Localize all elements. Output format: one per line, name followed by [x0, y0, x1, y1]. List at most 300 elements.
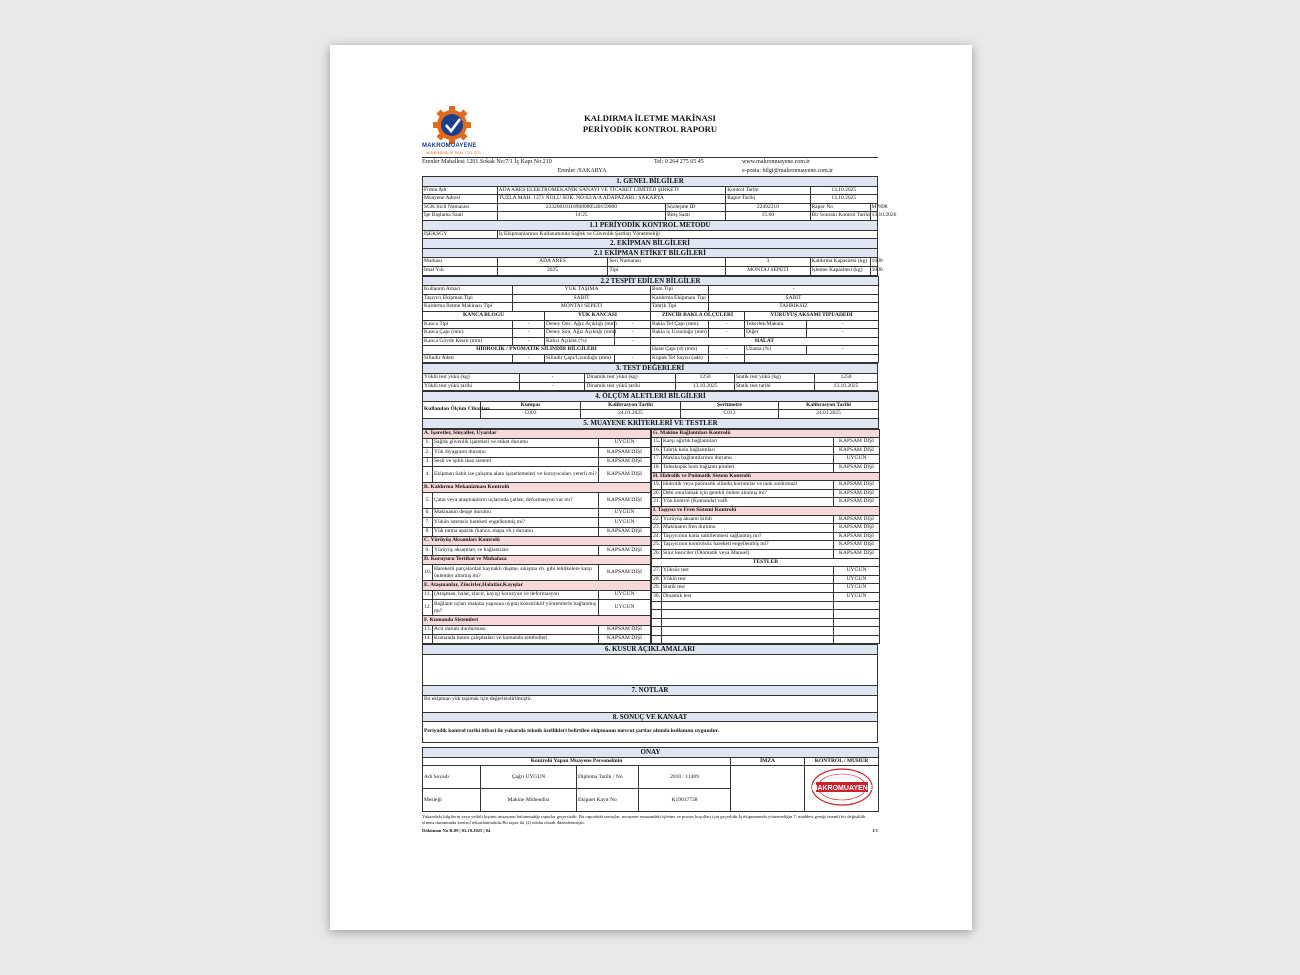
title-line-1: KALDIRMA İLETME MAKİNASI	[584, 113, 716, 123]
logo-name: MAKROMUAYENE	[422, 143, 477, 149]
criteria-group-title: E. Ataşmanlar, Zincirler,Halatlar,Kayışlar	[423, 581, 651, 590]
field-value: 1000	[870, 258, 877, 267]
address-line	[422, 157, 878, 167]
field-value: 2010 / 11409	[639, 766, 731, 789]
criteria-result: KAPSAM DIŞI	[599, 467, 651, 483]
field-value: -	[709, 286, 879, 295]
criteria-row	[423, 457, 651, 466]
criteria-row	[652, 438, 880, 447]
field-label: Mesleği	[423, 789, 481, 812]
field-value: 1250	[676, 374, 734, 383]
field-label: Kanca Gövde Kesiti (mm)	[423, 337, 513, 346]
page-number: 1/1	[872, 827, 878, 833]
criteria-row	[652, 532, 880, 541]
criteria-number: 22.	[652, 515, 662, 524]
company-address: Erenler Mahallesi 1201.Sokak No:7/1 İç Kapı No:210	[422, 159, 552, 165]
criteria-result: UYGUN	[834, 592, 880, 601]
criteria-label: Dinamik test	[662, 592, 834, 601]
criteria-group-title: F. Kumanda Sistemleri	[423, 616, 651, 625]
criteria-group-header	[652, 506, 880, 515]
criteria-label: Yüksüz test	[662, 567, 834, 576]
field-label: Deney Önc. Ağız Açıklığı (mm)	[545, 320, 615, 329]
field-value: 13.10.2025	[815, 382, 878, 391]
empty-cell	[834, 618, 880, 627]
field-label: Diğer	[745, 329, 807, 338]
field-value: 2025	[497, 266, 608, 275]
criteria-result: KAPSAM DIŞI	[599, 492, 651, 508]
criteria-label: Makina bağlantılarının durumu	[662, 455, 834, 464]
criteria-number: 29.	[652, 584, 662, 593]
criteria-group-title: I. Taşıyıcı ve Fren Sistemi Kontrolü	[652, 506, 880, 515]
field-label: Bakla iç Uzunluğu (mm)	[651, 329, 709, 338]
criteria-number: 25.	[652, 541, 662, 550]
criteria-group-title: H. Hidrolik ve Pnömatik Sistem Kontrolü	[652, 472, 880, 481]
field-value: MONTAJ SEPETİ	[513, 303, 651, 312]
section-title: 2.2 TESPİT EDİLEN BİLGİLER	[423, 276, 879, 286]
criteria-group-title: C. Yürüyüş Aksamları Kontrolü	[423, 537, 651, 546]
criteria-result: KAPSAM DIŞI	[834, 489, 880, 498]
criteria-row	[423, 635, 651, 644]
criteria-label: Karşı ağırlık bağlantıları	[662, 438, 834, 447]
criteria-result: KAPSAM DIŞI	[834, 481, 880, 490]
field-label: Sözleşme ID	[666, 203, 726, 212]
field-value: -	[520, 382, 585, 391]
criteria-number: 10.	[423, 565, 433, 581]
field-label: Bir Sonraki Kontrol Tarihi	[810, 212, 870, 221]
detected-info-table	[422, 276, 879, 364]
criteria-result: KAPSAM DIŞI	[834, 532, 880, 541]
company-email[interactable]: e-posta: bilgi@makromuayene.com.tr	[742, 168, 833, 174]
criteria-label: Taşıyıcının kontrolsüz hareketi engellenmiş mi?	[662, 541, 834, 550]
empty-cell	[652, 618, 662, 627]
criteria-result: KAPSAM DIŞI	[834, 498, 880, 507]
criteria-label: (Ataşman, halat, zincir, kayış) korozyon ve deformasyon	[433, 590, 599, 599]
criteria-row	[423, 565, 651, 581]
field-label: İşe Başlama Saati	[423, 212, 498, 221]
criteria-result: KAPSAM DIŞI	[834, 438, 880, 447]
field-label: Uzama (%)	[745, 346, 807, 355]
field-value: -	[709, 329, 745, 338]
criteria-row	[423, 625, 651, 634]
field-value: YÜK TAŞIMA	[513, 286, 651, 295]
criteria-label: Çatal veya ataşmanların uçlarında çatlak, deformasyon var mı?	[433, 492, 599, 508]
criteria-row	[652, 446, 880, 455]
criteria-group-header	[423, 581, 651, 590]
criteria-group-title: D. Koruyucu Tertibat ve Muhafaza	[423, 555, 651, 564]
field-label: Tekerlek/Makara	[745, 320, 807, 329]
field-value: -	[807, 329, 879, 338]
field-value: Makine Mühendisi	[481, 789, 577, 812]
defects-box	[423, 655, 878, 686]
criteria-number: 23.	[652, 524, 662, 533]
criteria-row	[423, 590, 651, 599]
criteria-row	[652, 498, 880, 507]
criteria-row	[423, 492, 651, 508]
empty-cell	[834, 635, 880, 644]
empty-cell	[662, 610, 834, 619]
criteria-number: 11.	[423, 590, 433, 599]
section-title: 1. GENEL BİLGİLER	[423, 177, 878, 187]
field-value: 1250	[815, 374, 878, 383]
criteria-row	[652, 575, 880, 584]
criteria-result: KAPSAM DIŞI	[599, 625, 651, 634]
empty-cell	[652, 601, 662, 610]
field-label: Dinamik test yükü (kg)	[585, 374, 676, 383]
field-label: Kopuk Tel Sayısı (ade)	[651, 354, 709, 363]
field-value: -	[615, 329, 651, 338]
field-label: Silindir Adeti	[423, 354, 513, 363]
criteria-result: UYGUN	[599, 518, 651, 527]
field-value: 15:00	[726, 212, 810, 221]
criteria-row	[423, 467, 651, 483]
company-city: Erenler /SAKARYA	[557, 168, 607, 174]
criteria-number: 7.	[423, 518, 433, 527]
criteria-number: 13.	[423, 625, 433, 634]
field-label: İŞEKSGŸ	[423, 230, 498, 239]
footer-disclaimer: Yukarıdaki bilgilerin veya yetkili kişinin imzasının bulunmadığı raporlar geçersizdir. Bu rapordaki sonuçlar, muayene esnasındaki işletme ve proses koşulları için geçerlidir.İş ekipmanında yönetmeliğin 7. maddesi gereği önemli bir değişiklik olması durumunda kontrol tekrarlanmalıdır.Bu rapor iki (2) nüsha olarak düzenlenmiştir.	[422, 814, 866, 826]
address-line-2	[422, 167, 878, 176]
empty-cell	[834, 610, 880, 619]
field-value: TUZLA MAH. 1271 NOLU SOK. NO:62/A/A ADAPAZARI / SAKARYA	[497, 195, 726, 204]
svg-text:MAKROMUAYENE: MAKROMUAYENE	[811, 785, 872, 793]
criteria-result: KAPSAM DIŞI	[599, 635, 651, 644]
criteria-label: Acil durum durdurması	[433, 625, 599, 634]
field-label: Kanca Çapı (mm)	[423, 329, 513, 338]
criteria-group-header	[652, 429, 880, 438]
field-value: -	[513, 320, 545, 329]
criteria-row	[652, 481, 880, 490]
empty-cell	[834, 627, 880, 636]
criteria-label: Debi sınırlamak için gerekli önlem alınmış mı?	[662, 489, 834, 498]
field-label: SGK Sicil Numarası	[423, 203, 498, 212]
field-label: Muayene Adresi	[423, 195, 498, 204]
criteria-number: 1.	[423, 438, 433, 447]
criteria-group-header	[652, 472, 880, 481]
criteria-result: KAPSAM DIŞI	[834, 515, 880, 524]
signature-area	[731, 766, 805, 812]
criteria-label: Taşıyıcının katta sabitlenmesi sağlanmış mı?	[662, 532, 834, 541]
criteria-number: 19.	[652, 481, 662, 490]
column-header: İMZA	[731, 757, 805, 766]
criteria-number: 12.	[423, 600, 433, 616]
field-label: Kaldırma Kapasitesi (kg)	[810, 258, 870, 267]
field-label: İşletme Kapasitesi (kg)	[810, 266, 870, 275]
section-title: 7. NOTLAR	[423, 686, 878, 696]
column-header: Kalibrasyon Tarihi	[581, 401, 681, 410]
field-label: Kontrol Tarihi	[726, 186, 810, 195]
field-value: TAHRİKSİZ	[709, 303, 879, 312]
criteria-result: UYGUN	[599, 600, 651, 616]
company-stamp-icon	[810, 767, 874, 807]
criteria-row	[652, 455, 880, 464]
report-page	[330, 45, 972, 930]
approval-table	[422, 747, 879, 812]
criteria-result: KAPSAM DIŞI	[599, 565, 651, 581]
criteria-result: KAPSAM DIŞI	[599, 448, 651, 457]
field-value: 23320010110968080540159000	[497, 203, 665, 212]
criteria-group-title: A. İşaretler, Sinyaller, Uyarılar	[423, 429, 651, 438]
criteria-label: Yön kontrol (Kumanda) valfi	[662, 498, 834, 507]
criteria-result: KAPSAM DIŞI	[834, 446, 880, 455]
column-header: Kumpas	[481, 401, 581, 410]
group-header: ZİNCİR BAKLA ÖLÇÜLERİ	[651, 311, 745, 320]
criteria-group-title: TESTLER	[652, 558, 880, 567]
field-label: Silindir Çapı/Uzunluğu (mm)	[545, 354, 615, 363]
field-label: Kaldırma Ekipmanı Tipi	[651, 294, 709, 303]
criteria-result: UYGUN	[834, 575, 880, 584]
criteria-number: 14.	[423, 635, 433, 644]
criteria-number: 21.	[652, 498, 662, 507]
criteria-result: KAPSAM DIŞI	[834, 541, 880, 550]
field-label: Statik test tarihi	[734, 382, 814, 391]
criteria-group-header	[652, 558, 880, 567]
criteria-row	[652, 515, 880, 524]
criteria-number: 20.	[652, 489, 662, 498]
criteria-number: 3.	[423, 457, 433, 466]
empty-cell	[652, 635, 662, 644]
criteria-row	[423, 600, 651, 616]
criteria-row	[423, 527, 651, 536]
field-label: Tipi	[608, 266, 726, 275]
criteria-row	[652, 524, 880, 533]
criteria-label: Hidrolik veya pnömatik silindir,hortumlar ve tank sızdırmazl	[662, 481, 834, 490]
criteria-label: Yürüyüş aksamları ve bağlantıları	[433, 546, 599, 555]
criteria-row	[652, 549, 880, 558]
criteria-result: KAPSAM DIŞI	[599, 457, 651, 466]
section-title: 2.1 EKİPMAN ETİKET BİLGİLERİ	[423, 248, 878, 258]
empty-cell	[652, 610, 662, 619]
criteria-row	[652, 464, 880, 473]
criteria-empty-row	[652, 610, 880, 619]
title-line-2: PERİYODİK KONTROL RAPORU	[582, 124, 718, 134]
criteria-empty-row	[652, 618, 880, 627]
field-value: ADA ARES ELEKTROMEKANİK SANAYİ VE TİCARET LİMİTED ŞİRKETİ	[497, 186, 726, 195]
criteria-label: Sağlık güvenlik işaretleri ve etiket durumu	[433, 438, 599, 447]
criteria-number: 5.	[423, 492, 433, 508]
criteria-group-title: B. Kaldırma Mekanizması Kontrolü	[423, 483, 651, 492]
criteria-group-title: G. Makine Bağlantıları Kontrolü	[652, 429, 880, 438]
field-value: İş Ekipmanlarının Kullanımında Sağlık ve Güvenlik Şartları Yönetmeliği	[497, 230, 877, 239]
field-label: Halat Çapı (d) (mm)	[651, 346, 709, 355]
criteria-label: Hareketli parçalardan kaynaklı düşme, sıkışma vb. gibi tehlikelere karşı önlemler alınmış mı?	[433, 565, 599, 581]
criteria-row	[652, 584, 880, 593]
field-value: 13.10.2025	[810, 195, 878, 204]
field-label: Yüklü test yükü (kg)	[423, 374, 520, 383]
empty-cell	[662, 635, 834, 644]
criteria-number: 2.	[423, 448, 433, 457]
report-header	[422, 103, 878, 157]
criteria-result: UYGUN	[834, 455, 880, 464]
criteria-left-table	[422, 429, 651, 645]
field-value: -	[513, 354, 545, 363]
criteria-label: Sesli ve ışıklı ikaz sistemi	[433, 457, 599, 466]
field-value: -	[513, 337, 545, 346]
criteria-number: 15.	[652, 438, 662, 447]
field-value: 13.10.2025	[810, 186, 878, 195]
column-header: Kontrolü Yapan Muayene Personelinin	[423, 757, 731, 766]
field-label: Kullanım Amacı	[423, 286, 513, 295]
criteria-label: Teleskopik bom bağlantı pimleri	[662, 464, 834, 473]
criteria-number: 27.	[652, 567, 662, 576]
criteria-label: Yük diyagramı durumu	[433, 448, 599, 457]
empty-cell	[662, 618, 834, 627]
field-label: Deney Son. Ağız Açıklığı (mm)	[545, 329, 615, 338]
field-label: Seri Numarası	[608, 258, 726, 267]
field-label: Statik test yükü (kg)	[734, 374, 814, 383]
criteria-group-header	[423, 616, 651, 625]
field-label: Ekipnet Kayıt No	[577, 789, 639, 812]
field-value: -	[615, 320, 651, 329]
criteria-label: Kumanda buton çalışmaları ve kumanda sembolleri	[433, 635, 599, 644]
field-label: Yüklü test yükü tarihi	[423, 382, 520, 391]
section-title: 8. SONUÇ VE KANAAT	[423, 712, 878, 722]
criteria-result: UYGUN	[834, 567, 880, 576]
field-label: Bakla Tel Çapı (mm)	[651, 320, 709, 329]
defects-table	[422, 644, 878, 743]
field-label: Kanca Tipi	[423, 320, 513, 329]
criteria-result: UYGUN	[599, 508, 651, 517]
group-header: YÜK KANCASI	[545, 311, 651, 320]
criteria-row	[652, 541, 880, 550]
notes-text: Bu ekipman yük taşımak için değerlendirilmiştir.	[423, 695, 878, 712]
field-value: 1000	[870, 266, 877, 275]
field-label: Bitiş Saati	[666, 212, 726, 221]
company-web[interactable]: www.makromuayene.com.tr	[742, 159, 811, 165]
criteria-label: Yürüyüş aksamı kilidi	[662, 515, 834, 524]
field-label: Markası	[423, 258, 498, 267]
criteria-row	[423, 546, 651, 555]
report-content	[422, 103, 897, 833]
conclusion-text: Periyodik kontrol tarihi itibari ile yukarıda teknik özellikleri belirtilen ekipmanın mevcut şartlar altında kullanımı uygundur.	[423, 722, 878, 743]
criteria-label: Yük tutma aparatı (kanca, mapa vb.) durumu	[433, 527, 599, 536]
field-value: -	[807, 320, 879, 329]
field-value: -	[615, 337, 651, 346]
field-value: -	[709, 354, 745, 363]
section-title: 6. KUSUR AÇIKLAMALARI	[423, 645, 878, 655]
field-value: 24.01.2025	[581, 410, 681, 419]
field-value: -	[520, 374, 585, 383]
group-header: KANCA BLOĞU	[423, 311, 545, 320]
field-value: 22492210	[726, 203, 810, 212]
criteria-result: KAPSAM DIŞI	[834, 464, 880, 473]
criteria-number: 4.	[423, 467, 433, 483]
stamp-area	[805, 766, 879, 812]
criteria-label: Makinanın fren durumu	[662, 524, 834, 533]
field-value: -	[709, 320, 745, 329]
document-number: Döküman No R.09 | 03.10.2025 | 04	[422, 827, 491, 833]
criteria-number: 8.	[423, 527, 433, 536]
criteria-number: 26.	[652, 549, 662, 558]
test-values-table	[422, 363, 878, 391]
column-header: KONTROL / MÜHÜR	[805, 757, 879, 766]
criteria-result: KAPSAM DIŞI	[599, 546, 651, 555]
empty-cell	[834, 601, 880, 610]
field-label: Kaldırma İletme Makinası Tipi	[423, 303, 513, 312]
footer-doc-line	[422, 828, 878, 834]
field-value: 24.01.2025	[779, 410, 879, 419]
field-value: C013	[681, 410, 779, 419]
field-label: Dinamik test yükü tarihi	[585, 382, 676, 391]
column-header: Kalibrasyon Tarihi	[779, 401, 879, 410]
criteria-number: 9.	[423, 546, 433, 555]
field-value: K19017738	[639, 789, 731, 812]
criteria-row	[423, 508, 651, 517]
field-label: Kullanılan Ölçüm Cihazları	[423, 401, 481, 418]
group-header: YÜRÜYÜŞ AKSAMI TİPİ/ADEDİ	[745, 311, 879, 320]
criteria-label: Yükün istemsiz hareketi engellenmiş mi?	[433, 518, 599, 527]
company-phone: Tel: 0 264 275 65 45	[654, 159, 704, 165]
section-title: ONAY	[423, 748, 879, 758]
criteria-number: 17.	[652, 455, 662, 464]
field-value: 13.10.2026	[870, 212, 877, 221]
criteria-group-header	[423, 483, 651, 492]
field-label: Firma Adı	[423, 186, 498, 195]
section-title: 2. EKİPMAN BİLGİLERİ	[423, 239, 878, 249]
section-title: 5. MUAYENE KRİTERLERİ VE TESTLER	[423, 419, 879, 429]
column-header: Şeritmetre	[681, 401, 779, 410]
general-info-table	[422, 176, 897, 276]
criteria-group-header	[423, 537, 651, 546]
criteria-result: UYGUN	[599, 590, 651, 599]
criteria-row	[652, 592, 880, 601]
criteria-label: Bağlantı uçları makina yapısına uygun konstrüktif yöntemlerle bağlanmış mı?	[433, 600, 599, 616]
report-title	[422, 113, 878, 135]
measurement-tools-table	[422, 391, 879, 428]
field-label: Tahrik Tipi	[651, 303, 709, 312]
criteria-row	[652, 567, 880, 576]
criteria-number: 16.	[652, 446, 662, 455]
field-label: Taşıyıcı Ekipman Tipi	[423, 294, 513, 303]
field-label: Bom Tipi	[651, 286, 709, 295]
criteria-label: Ekipman Sabit ise çalışma alanı işaretlemeleri ve koruyucuları yeterli mi?	[433, 467, 599, 483]
criteria-result: UYGUN	[599, 438, 651, 447]
field-value	[870, 203, 888, 212]
criteria-number: 30.	[652, 592, 662, 601]
field-label: Kalıcı Açıklık (%)	[545, 337, 615, 346]
field-label: Rapor No	[810, 203, 870, 212]
empty-cell	[662, 601, 834, 610]
criteria-right-table	[651, 429, 880, 645]
section-title: 4. ÖLÇÜM ALETLERİ BİLGİLERİ	[423, 392, 879, 402]
criteria-number: 6.	[423, 508, 433, 517]
criteria-label: Makinanın denge durumu	[433, 508, 599, 517]
field-value: Çağrı UYGUN	[481, 766, 577, 789]
criteria-label: Tahrik kolu bağlantıları	[662, 446, 834, 455]
field-value: 13.10.2025	[676, 382, 734, 391]
field-value: MONTAJ SEPETİ	[726, 266, 810, 275]
section-title: 1.1 PERİYODİK KONTROL METODU	[423, 220, 878, 230]
field-label: Diploma Tarihi / No	[577, 766, 639, 789]
empty-cell	[662, 627, 834, 636]
field-value: ADA ARES	[497, 258, 608, 267]
criteria-empty-row	[652, 601, 880, 610]
field-value: -	[807, 346, 879, 355]
field-label: Rapor Tarihi	[726, 195, 810, 204]
criteria-block	[422, 429, 878, 645]
field-value: -	[709, 346, 745, 355]
section-title: 3. TEST DEĞERLERİ	[423, 364, 878, 374]
criteria-label: Statik test	[662, 584, 834, 593]
field-value: -	[615, 354, 651, 363]
field-value: 3	[726, 258, 810, 267]
criteria-row	[423, 518, 651, 527]
criteria-group-header	[423, 429, 651, 438]
criteria-number: 24.	[652, 532, 662, 541]
criteria-group-header	[423, 555, 651, 564]
empty-cell	[745, 354, 879, 363]
field-label: Adı Soyadı	[423, 766, 481, 789]
criteria-row	[423, 448, 651, 457]
